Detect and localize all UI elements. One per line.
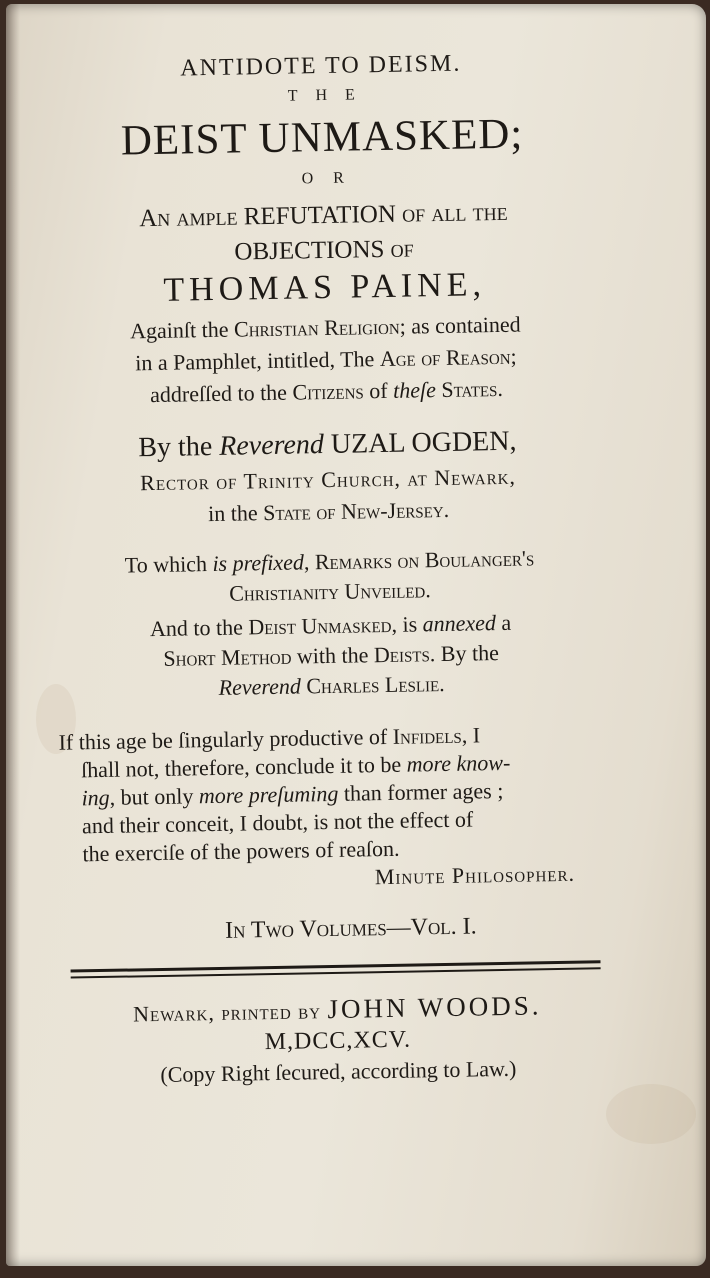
description-text: Christian Religion [233,313,400,342]
prefix-note-line-2: Christianity Unveiled. [229,577,431,606]
description-text: of [363,377,394,404]
prefix-text: Remarks on Boulanger's [314,545,535,575]
epigraph [52,722,614,866]
subtitle-text: OBJECTIONS [234,235,385,266]
annex-note-line-2 [51,640,611,672]
epigraph-line: and their conceit, I doubt, is not the effect of [81,806,474,839]
target-author: THOMAS PAINE, [163,266,487,309]
epigraph-text: ſhall not, therefore, conclude it to be [80,751,407,783]
subtitle-text: of all the [395,198,508,228]
annex-note-line-1 [50,610,610,642]
epigraph-text: more preſuming [198,780,339,809]
title-page [6,4,706,1266]
volume-text: In Two Volumes [224,915,387,944]
description-line-1 [45,312,605,344]
description-text: addreſſed to the [149,379,293,408]
epigraph-line: the exerciſe of the powers of reaſon. [82,835,400,867]
title-page-text [41,49,619,1087]
annex-text: annexed [422,610,497,637]
imprint-year: M,DCC,XCV. [264,1026,412,1055]
prefix-text: To which [124,551,213,578]
prefix-text: is prefixed [212,549,305,577]
subtitle-text: of [384,235,414,263]
imprint-place: Newark, printed by [132,997,328,1026]
paper-stain [606,1084,696,1144]
imprint-copyright: (Copy Right ſecured, according to Law.) [160,1055,517,1087]
epigraph-text: , but only [109,783,200,810]
description-text: ; as contained [399,311,521,339]
epigraph-text: Infidels [392,722,462,749]
volume-statement [56,912,616,946]
spine-shadow [6,4,20,1266]
imprint [57,991,618,1088]
article-the: THE [287,86,374,105]
annex-text: with the [291,642,375,669]
description-text: Citizens [292,378,364,405]
epigraph-line [52,722,612,754]
author-position: Rector of Trinity Church, at Newark, [139,463,517,496]
annex-text: Deists [373,641,431,668]
description-line-3 [46,376,606,408]
rule-thick [71,960,601,972]
byline [47,426,607,464]
description-text: in a Pamphlet, intitled, The [135,346,381,376]
epigraph-text: than former ages ; [338,777,504,806]
location-text: State of New-Jersey [262,496,444,526]
prefix-note-line-1 [49,546,609,578]
epigraph-text: more know- [406,749,511,777]
annex-text: Short Method [163,643,292,671]
description-line-2 [46,344,606,376]
epigraph-line [53,750,613,782]
imprint-line [57,991,617,1028]
annex-text: . By the [429,640,500,667]
location-text: . [443,496,450,522]
description-text: theſe [392,377,437,403]
byline-text: By the [138,430,220,464]
epigraph-text: , I [461,722,481,748]
annex-text: , is [391,611,423,637]
double-rule [57,960,617,978]
volume-text: —Vol. I. [386,913,477,942]
prefix-text: , [303,549,316,575]
main-title: DEIST UNMASKED; [120,110,524,165]
annex-text: a [495,609,512,636]
subtitle-text: An ample [138,203,244,233]
annex-text: Reverend [218,673,302,700]
conjunction-or: OR [301,169,365,188]
epigraph-line [53,778,613,810]
annex-note-line-3 [51,670,611,702]
byline-text: UZAL OGDEN, [323,425,517,461]
imprint-printer: JOHN WOODS. [327,989,542,1024]
annex-text: . [438,670,445,697]
description-text: States. [435,375,504,403]
epigraph-attribution: Minute Philosopher. [374,860,576,890]
subtitle-text: REFUTATION [243,200,397,231]
annex-text: Charles Leslie [300,671,440,699]
description-text: Age of Reason [379,343,511,372]
subtitle-line-1 [43,198,603,233]
byline-text: Reverend [218,429,325,462]
epigraph-text: ing [81,784,110,811]
description-text: Againſt the [129,316,235,344]
annex-text: Deist Unmasked [248,611,392,640]
series-heading: ANTIDOTE TO DEISM. [180,50,462,82]
description-text: ; [510,343,517,369]
annex-text: And to the [149,614,249,642]
subtitle-line-2 [44,233,604,268]
epigraph-text: If this age be ſingularly productive of [58,723,393,755]
author-location [48,496,608,528]
location-text: in the [207,500,264,527]
